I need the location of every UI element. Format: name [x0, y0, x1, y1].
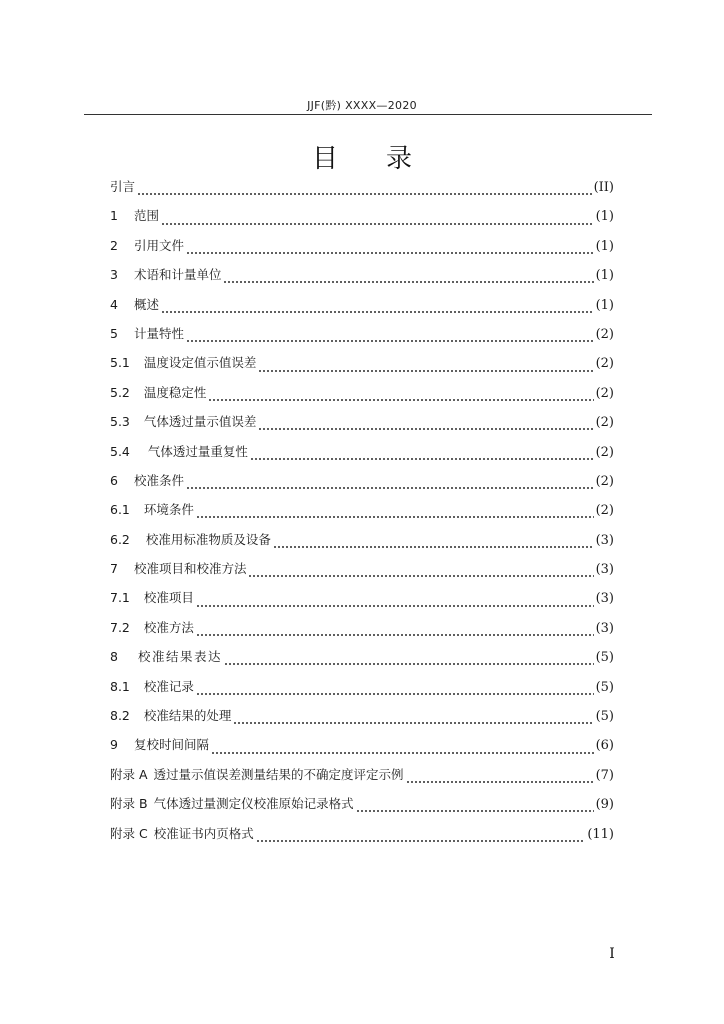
toc-entry-text: 引言	[110, 179, 136, 194]
toc-entry-page: (2)	[595, 473, 614, 489]
toc-entry-2[interactable]	[110, 235, 614, 264]
toc-entry-4[interactable]	[110, 294, 614, 323]
toc-entry-text: 计量特性	[133, 325, 184, 341]
toc-entry-3[interactable]	[110, 264, 614, 293]
toc-entry-number: 7.1	[110, 590, 130, 606]
toc-entry-text: 概述	[133, 296, 159, 312]
dot-leader	[250, 451, 594, 461]
toc-entry-text: 环境条件	[143, 502, 194, 518]
toc-entry-page: (11)	[587, 826, 614, 842]
dot-leader	[356, 803, 594, 813]
toc-entry-7-1[interactable]	[110, 587, 614, 616]
toc-entry-appendix-b[interactable]	[110, 793, 614, 822]
toc-entry-page: (3)	[595, 532, 614, 548]
toc-entry-page: (5)	[595, 650, 614, 666]
toc-entry-text: 气体透过量测定仪校准原始记录格式	[153, 796, 354, 812]
toc-entry-page: (2)	[595, 415, 614, 431]
dot-leader	[161, 304, 594, 314]
toc-entry-text: 校准结果的处理	[143, 708, 232, 724]
toc-entry-text: 透过量示值误差测量结果的不确定度评定示例	[153, 766, 404, 782]
dot-leader	[273, 539, 594, 549]
toc-entry-number: 8.1	[110, 678, 130, 694]
toc-entry-number: 6	[110, 472, 118, 488]
document-code: JJF(黔) XXXX—2020	[307, 99, 417, 112]
toc-entry-number: 6.1	[110, 502, 130, 518]
toc-title: 目录	[311, 144, 460, 174]
toc-entry-text: 校准用标准物质及设备	[145, 531, 271, 547]
toc-entry-page: (5)	[595, 679, 614, 695]
dot-leader	[406, 774, 594, 784]
toc-entry-number: 附录 C	[110, 825, 148, 841]
toc-entry-8-1[interactable]	[110, 676, 614, 705]
dot-leader	[233, 715, 593, 725]
toc-entry-number: 1	[110, 208, 118, 224]
toc-entry-number: 5.1	[110, 355, 130, 371]
toc-entry-5-2[interactable]	[110, 382, 614, 411]
toc-entry-number: 5.4	[110, 443, 130, 459]
toc-entry-number: 7.2	[110, 619, 130, 635]
toc-entry-number: 6.2	[110, 531, 130, 547]
dot-leader	[196, 509, 594, 519]
toc-entry-number: 5.2	[110, 384, 130, 400]
toc-entry-5-1[interactable]	[110, 352, 614, 381]
toc-entry-5-4[interactable]	[110, 441, 614, 470]
toc-entry-6[interactable]	[110, 470, 614, 499]
toc-entry-text: 复校时间间隔	[133, 737, 209, 753]
dot-leader	[196, 627, 594, 637]
toc-entry-7[interactable]	[110, 558, 614, 587]
toc-entry-number: 附录 B	[110, 796, 148, 812]
dot-leader	[224, 656, 594, 666]
toc-entry-page: (5)	[595, 709, 614, 725]
dot-leader	[196, 598, 594, 608]
toc-entry-text: 校准方法	[143, 619, 194, 635]
toc-entry-1[interactable]	[110, 205, 614, 234]
toc-entry-number: 5.3	[110, 414, 130, 430]
toc-entry-text: 引用文件	[133, 237, 184, 253]
dot-leader	[186, 480, 594, 490]
toc-entry-page: (7)	[595, 767, 614, 783]
toc-entry-text: 范围	[133, 208, 159, 224]
toc-entry-8-2[interactable]	[110, 705, 614, 734]
toc-entry-number: 附录 A	[110, 766, 148, 782]
toc-entry-page: (3)	[595, 620, 614, 636]
dot-leader	[223, 274, 593, 284]
dot-leader	[258, 363, 593, 373]
toc-entry-page: (9)	[595, 797, 614, 813]
toc-entry-text: 校准证书内页格式	[153, 825, 254, 841]
toc-entry-6-1[interactable]	[110, 499, 614, 528]
toc-entry-text: 校准项目	[143, 590, 194, 606]
toc-entry-page: (3)	[595, 591, 614, 607]
page-number: I	[609, 946, 615, 962]
toc-entry-6-2[interactable]	[110, 529, 614, 558]
dot-leader	[196, 686, 594, 696]
toc-entry-page: (2)	[595, 503, 614, 519]
dot-leader	[248, 568, 593, 578]
toc-entry-text: 校准项目和校准方法	[133, 561, 247, 577]
toc-entry-page: (2)	[595, 385, 614, 401]
toc-entry-number: 2	[110, 237, 118, 253]
toc-entry-text: 校准条件	[133, 472, 184, 488]
toc-entry-text: 校准记录	[143, 678, 194, 694]
toc-entry-page: (1)	[595, 268, 614, 284]
toc-entry-number: 8	[110, 649, 118, 665]
dot-leader	[186, 245, 594, 255]
toc-entry-number: 9	[110, 737, 118, 753]
toc-entry-page: (2)	[595, 356, 614, 372]
toc-entry-page: (6)	[595, 738, 614, 754]
toc-entry-page: (1)	[595, 297, 614, 313]
toc-entry-page: (II)	[593, 180, 614, 195]
toc-entry-text: 气体透过量示值误差	[143, 414, 257, 430]
toc-entry-page: (2)	[595, 444, 614, 460]
toc-entry-5[interactable]	[110, 323, 614, 352]
toc-entry-number: 3	[110, 267, 118, 283]
toc-entry-number: 7	[110, 561, 118, 577]
toc-entry-text: 温度设定值示值误差	[143, 355, 257, 371]
toc-entry-7-2[interactable]	[110, 617, 614, 646]
header-divider	[84, 114, 652, 115]
toc-entry-9[interactable]	[110, 734, 614, 763]
toc-entry-foreword[interactable]	[110, 176, 614, 205]
toc-entry-text: 术语和计量单位	[133, 267, 222, 283]
toc-entry-page: (3)	[595, 562, 614, 578]
toc-entry-8[interactable]	[110, 646, 614, 675]
toc-entry-appendix-c[interactable]	[110, 823, 614, 852]
toc-entry-5-3[interactable]	[110, 411, 614, 440]
dot-leader	[258, 421, 593, 431]
toc-entry-number: 4	[110, 296, 118, 312]
toc-entry-page: (2)	[595, 326, 614, 342]
dot-leader	[208, 392, 593, 402]
dot-leader	[161, 216, 594, 226]
dot-leader	[256, 833, 586, 843]
dot-leader	[211, 745, 594, 755]
toc-entry-number: 5	[110, 325, 118, 341]
toc-entry-appendix-a[interactable]	[110, 764, 614, 793]
toc-list	[110, 176, 614, 852]
toc-entry-number: 8.2	[110, 708, 130, 724]
dot-leader	[137, 186, 592, 196]
toc-entry-page: (1)	[595, 238, 614, 254]
toc-entry-text: 校准结果表达	[137, 649, 222, 665]
toc-entry-text: 温度稳定性	[143, 384, 207, 400]
dot-leader	[186, 333, 594, 343]
toc-entry-page: (1)	[595, 209, 614, 225]
toc-entry-text: 气体透过量重复性	[147, 443, 248, 459]
